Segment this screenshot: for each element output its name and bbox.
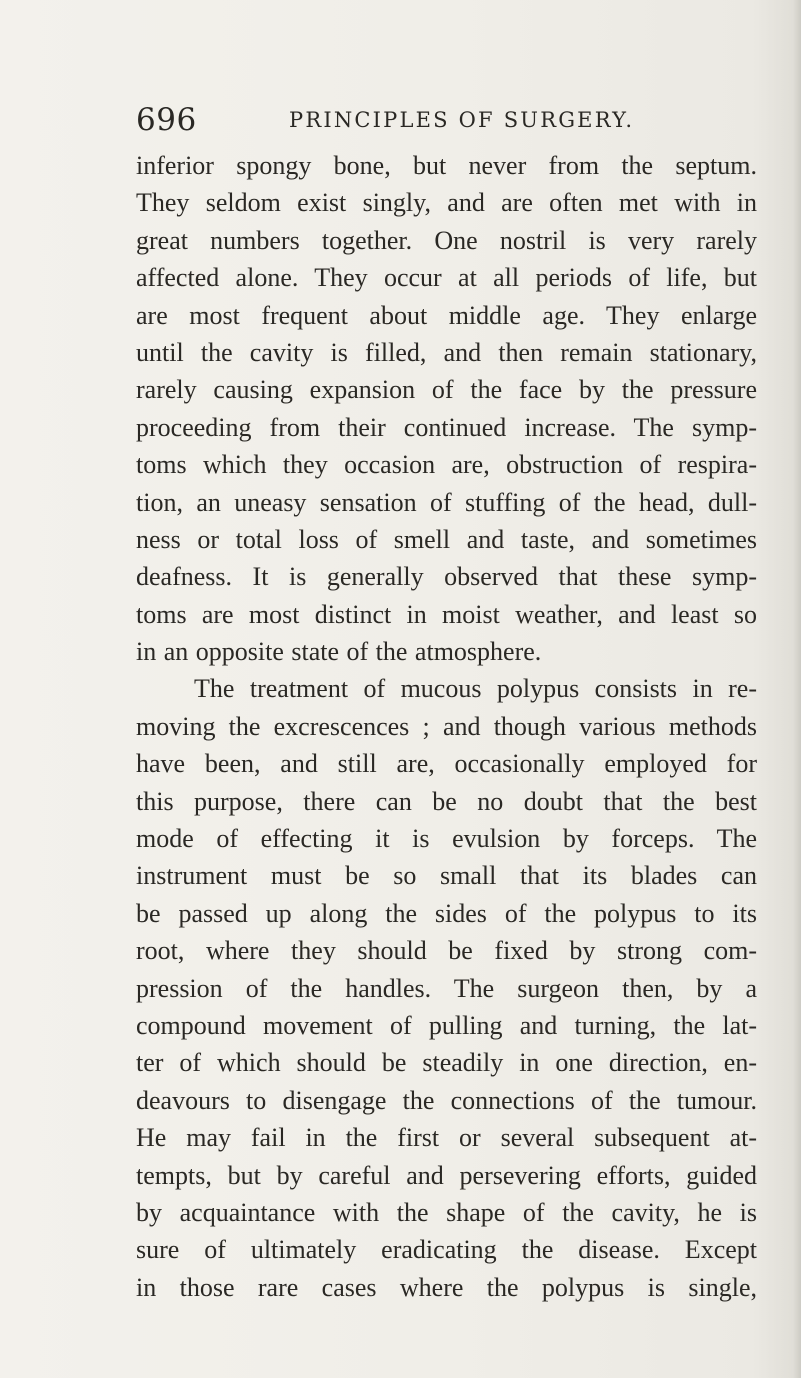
text-line: affected alone. They occur at all periods of life, but xyxy=(136,263,757,293)
text-line: tion, an uneasy sensation of stuffing of the head, dull- xyxy=(136,487,757,517)
text-line: compound movement of pulling and turning, the lat- xyxy=(136,1010,757,1040)
text-line: toms are most distinct in moist weather, and least so xyxy=(136,599,757,629)
text-line: They seldom exist singly, and are often met with in xyxy=(136,188,757,218)
text-line: are most frequent about middle age. They enlarge xyxy=(136,300,757,330)
text-line: toms which they occasion are, obstruction of respira- xyxy=(136,450,757,480)
text-line: have been, and still are, occasionally employed for xyxy=(136,749,757,779)
text-line: pression of the handles. The surgeon then, by a xyxy=(136,973,757,1003)
text-line: in those rare cases where the polypus is single, xyxy=(136,1272,757,1302)
text-line: inferior spongy bone, but never from the septum. xyxy=(136,151,757,180)
text-line: tempts, but by careful and persevering efforts, guided xyxy=(136,1160,757,1190)
text-line: ness or total loss of smell and taste, and sometimes xyxy=(136,524,757,554)
page-header xyxy=(0,100,801,140)
text-line: by acquaintance with the shape of the cavity, he is xyxy=(136,1197,757,1227)
text-line: in an opposite state of the atmosphere. xyxy=(136,637,542,667)
text-line: this purpose, there can be no doubt that the best xyxy=(136,786,757,816)
text-line: instrument must be so small that its blades can xyxy=(136,861,757,891)
text-line: great numbers together. One nostril is very rarely xyxy=(136,225,757,255)
page-number: 696 xyxy=(136,102,197,138)
text-line: ter of which should be steadily in one direction, en- xyxy=(136,1048,757,1078)
text-line: mode of effecting it is evulsion by forceps. The xyxy=(136,824,757,854)
text-line: He may fail in the first or several subsequent at- xyxy=(136,1123,757,1153)
text-line: root, where they should be fixed by strong com- xyxy=(136,936,757,966)
text-line: rarely causing expansion of the face by the pressure xyxy=(136,375,757,405)
body-text xyxy=(136,147,757,1306)
text-line: be passed up along the sides of the polypus to its xyxy=(136,898,757,928)
running-title: PRINCIPLES OF SURGERY. xyxy=(289,108,635,132)
text-line: proceeding from their continued increase. The symp- xyxy=(136,412,757,442)
text-line: deavours to disengage the connections of the tumour. xyxy=(136,1085,757,1115)
text-line: deafness. It is generally observed that these symp- xyxy=(136,562,757,592)
text-line: sure of ultimately eradicating the disease. Except xyxy=(136,1235,757,1265)
text-line: moving the excrescences ; and though various methods xyxy=(136,711,757,741)
text-line: until the cavity is filled, and then remain stationary, xyxy=(136,337,757,367)
paragraph-start-line: The treatment of mucous polypus consists in re- xyxy=(194,674,757,704)
page-edge-shadow xyxy=(793,0,801,1378)
